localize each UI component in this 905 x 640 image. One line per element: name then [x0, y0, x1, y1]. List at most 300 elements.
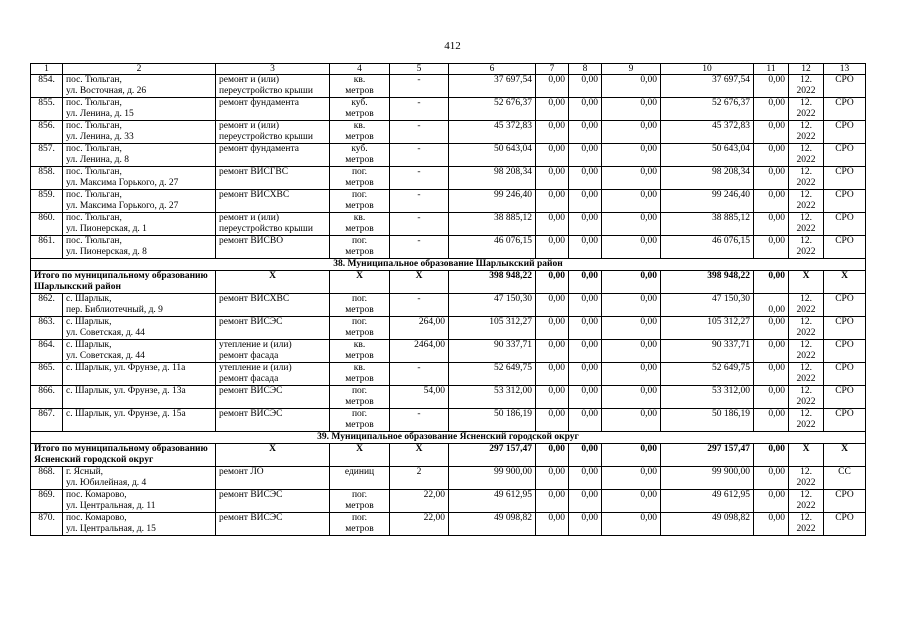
- column-number: 11: [754, 64, 789, 75]
- subtotal-qty: Х: [390, 444, 449, 467]
- work-type-cell: [216, 121, 330, 144]
- unit-cell: [330, 98, 390, 121]
- completion-date-line: 2022: [796, 420, 816, 430]
- fund-col11-cell: 0,00: [754, 167, 789, 190]
- fund-col7-cell: 0,00: [536, 75, 569, 98]
- subtotal-label: Итого по муниципальному образованию Ясненский городской округ: [31, 444, 216, 467]
- completion-date-line: 2022: [796, 201, 816, 211]
- work-type-line: ремонт ВИСЭС: [219, 490, 283, 500]
- quantity-cell: -: [390, 363, 449, 386]
- address-line: пос. Комарово,: [66, 490, 127, 500]
- fund-col10-cell: 50 643,04: [661, 144, 754, 167]
- work-type-cell: [216, 213, 330, 236]
- fund-col7-cell: 0,00: [536, 513, 569, 536]
- completion-date-cell: [789, 340, 824, 363]
- address-line: пос. Тюльган,: [66, 121, 122, 131]
- completion-date-line: 12.: [800, 340, 812, 350]
- unit-line: метров: [345, 351, 374, 361]
- fund-col11-cell: 0,00: [754, 294, 789, 317]
- fund-col7-cell: 0,00: [536, 386, 569, 409]
- fund-col9-cell: 0,00: [602, 236, 661, 259]
- completion-date-cell: [789, 386, 824, 409]
- work-type-line: переустройство крыши: [219, 132, 313, 142]
- quantity-cell: -: [390, 190, 449, 213]
- completion-date-cell: [789, 98, 824, 121]
- address-line: с. Шарлык, ул. Фрунзе, д. 13а: [66, 386, 186, 396]
- unit-line: кв.: [353, 75, 366, 85]
- table-row: [31, 144, 866, 167]
- work-type-line: ремонт ВИСХВС: [219, 294, 290, 304]
- fund-col10-cell: 49 098,82: [661, 513, 754, 536]
- unit-line: метров: [345, 132, 374, 142]
- total-cost-cell: 52 649,75: [449, 363, 536, 386]
- subtotal-work: Х: [216, 444, 330, 467]
- work-type-cell: [216, 167, 330, 190]
- unit-line: пог.: [351, 190, 368, 200]
- unit-line: метров: [345, 397, 374, 407]
- completion-date-line: 2022: [796, 374, 816, 384]
- fund-col9-cell: 0,00: [602, 513, 661, 536]
- completion-date-line: 12.: [800, 490, 812, 500]
- column-number: 2: [63, 64, 216, 75]
- fund-col11-cell: 0,00: [754, 121, 789, 144]
- fund-col7-cell: 0,00: [536, 190, 569, 213]
- total-cost-cell: 50 186,19: [449, 409, 536, 432]
- section-header-row: [31, 432, 866, 444]
- unit-cell: [330, 317, 390, 340]
- row-number: 866.: [31, 386, 63, 409]
- completion-date-cell: [789, 513, 824, 536]
- method-cell: СРО: [824, 190, 866, 213]
- completion-date-line: 2022: [796, 224, 816, 234]
- total-cost-cell: 105 312,27: [449, 317, 536, 340]
- completion-date-line: 2022: [796, 109, 816, 119]
- fund-col7-cell: 0,00: [536, 490, 569, 513]
- address-line: пос. Тюльган,: [66, 144, 122, 154]
- fund-col7-cell: 0,00: [536, 340, 569, 363]
- subtotal-date: Х: [789, 271, 824, 294]
- subtotal-fund-col9: 0,00: [602, 271, 661, 294]
- completion-date-cell: [789, 213, 824, 236]
- subtotal-method: Х: [824, 271, 866, 294]
- fund-col8-cell: 0,00: [569, 294, 602, 317]
- fund-col7-cell: 0,00: [536, 409, 569, 432]
- fund-col10-cell: 49 612,95: [661, 490, 754, 513]
- fund-col8-cell: 0,00: [569, 213, 602, 236]
- address-line: пос. Тюльган,: [66, 98, 122, 108]
- completion-date-cell: [789, 363, 824, 386]
- fund-col10-cell: 105 312,27: [661, 317, 754, 340]
- quantity-cell: -: [390, 409, 449, 432]
- completion-date-cell: [789, 294, 824, 317]
- method-cell: СРО: [824, 317, 866, 340]
- work-type-line: переустройство крыши: [219, 86, 313, 96]
- table-row: [31, 363, 866, 386]
- fund-col9-cell: 0,00: [602, 294, 661, 317]
- unit-cell: [330, 75, 390, 98]
- work-type-cell: [216, 340, 330, 363]
- method-cell: СРО: [824, 213, 866, 236]
- fund-col10-cell: 90 337,71: [661, 340, 754, 363]
- subtotal-label: Итого по муниципальному образованию Шарлыкский район: [31, 271, 216, 294]
- completion-date-cell: [789, 236, 824, 259]
- fund-col7-cell: 0,00: [536, 144, 569, 167]
- address-line: с. Шарлык,: [66, 317, 112, 327]
- completion-date-line: 12.: [800, 144, 812, 154]
- quantity-cell: -: [390, 167, 449, 190]
- work-type-cell: [216, 467, 330, 490]
- work-type-line: ремонт и (или): [219, 75, 280, 85]
- completion-date-line: 2022: [796, 351, 816, 361]
- address-cell: [63, 167, 216, 190]
- fund-col10-cell: 98 208,34: [661, 167, 754, 190]
- subtotal-total-cost: 398 948,22: [449, 271, 536, 294]
- column-number: 1: [31, 64, 63, 75]
- fund-col9-cell: 0,00: [602, 386, 661, 409]
- fund-col11-cell: 0,00: [754, 190, 789, 213]
- address-line: пер. Библиотечный, д. 9: [66, 305, 163, 315]
- fund-col11-cell: 0,00: [754, 490, 789, 513]
- address-cell: [63, 75, 216, 98]
- subtotal-method: Х: [824, 444, 866, 467]
- completion-date-cell: [789, 75, 824, 98]
- address-line: ул. Центральная, д. 15: [66, 524, 156, 534]
- table-row: [31, 98, 866, 121]
- subtotal-fund-col7: 0,00: [536, 271, 569, 294]
- row-number: 870.: [31, 513, 63, 536]
- column-number: 10: [661, 64, 754, 75]
- fund-col9-cell: 0,00: [602, 317, 661, 340]
- fund-col8-cell: 0,00: [569, 363, 602, 386]
- subtotal-total-cost: 297 157,47: [449, 444, 536, 467]
- completion-date-line: 12.: [800, 98, 812, 108]
- work-type-cell: [216, 409, 330, 432]
- address-cell: [63, 144, 216, 167]
- unit-line: кв.: [353, 340, 366, 350]
- total-cost-cell: 49 612,95: [449, 490, 536, 513]
- fund-col9-cell: 0,00: [602, 144, 661, 167]
- completion-date-line: 12.: [800, 190, 812, 200]
- completion-date-line: 12.: [800, 236, 812, 246]
- column-number-row: [31, 64, 866, 75]
- work-type-cell: [216, 98, 330, 121]
- address-line: пос. Тюльган,: [66, 167, 122, 177]
- subtotal-fund-col9: 0,00: [602, 444, 661, 467]
- fund-col10-cell: 52 649,75: [661, 363, 754, 386]
- table-row: [31, 317, 866, 340]
- completion-date-line: 2022: [796, 478, 816, 488]
- unit-line: метров: [345, 420, 374, 430]
- table-row: [31, 409, 866, 432]
- address-cell: [63, 236, 216, 259]
- address-line: ул. Максима Горького, д. 27: [66, 178, 179, 188]
- work-type-line: ремонт ВИСГВС: [219, 167, 289, 177]
- work-type-cell: [216, 513, 330, 536]
- fund-col11-cell: 0,00: [754, 513, 789, 536]
- column-number: 7: [536, 64, 569, 75]
- column-number: 5: [390, 64, 449, 75]
- completion-date-cell: [789, 490, 824, 513]
- address-cell: [63, 98, 216, 121]
- subtotal-fund-col11: 0,00: [754, 444, 789, 467]
- address-cell: [63, 409, 216, 432]
- total-cost-cell: 50 643,04: [449, 144, 536, 167]
- method-cell: СРО: [824, 236, 866, 259]
- quantity-cell: 264,00: [390, 317, 449, 340]
- address-line: ул. Ленина, д. 15: [66, 109, 134, 119]
- unit-cell: [330, 340, 390, 363]
- completion-date-line: 12.: [800, 213, 812, 223]
- completion-date-line: 2022: [796, 155, 816, 165]
- fund-col9-cell: 0,00: [602, 121, 661, 144]
- quantity-cell: 2464,00: [390, 340, 449, 363]
- subtotal-fund-col10: 398 948,22: [661, 271, 754, 294]
- total-cost-cell: 99 246,40: [449, 190, 536, 213]
- unit-line: куб.: [351, 98, 368, 108]
- address-line: пос. Тюльган,: [66, 236, 122, 246]
- fund-col11-cell: 0,00: [754, 409, 789, 432]
- unit-line: метров: [345, 224, 374, 234]
- total-cost-cell: 52 676,37: [449, 98, 536, 121]
- column-number: 9: [602, 64, 661, 75]
- unit-line: метров: [345, 247, 374, 257]
- row-number: 868.: [31, 467, 63, 490]
- unit-line: метров: [345, 86, 374, 96]
- fund-col8-cell: 0,00: [569, 317, 602, 340]
- address-line: ул. Центральная, д. 11: [66, 501, 156, 511]
- row-number: 858.: [31, 167, 63, 190]
- address-line: пос. Тюльган,: [66, 75, 122, 85]
- address-cell: [63, 121, 216, 144]
- total-cost-cell: 99 900,00: [449, 467, 536, 490]
- fund-col9-cell: 0,00: [602, 490, 661, 513]
- total-cost-cell: 49 098,82: [449, 513, 536, 536]
- completion-date-cell: [789, 121, 824, 144]
- work-type-cell: [216, 75, 330, 98]
- work-type-cell: [216, 490, 330, 513]
- fund-col8-cell: 0,00: [569, 490, 602, 513]
- completion-date-line: 12.: [800, 294, 812, 304]
- fund-col10-cell: 53 312,00: [661, 386, 754, 409]
- work-type-line: ремонт фундамента: [219, 144, 299, 154]
- completion-date-line: 2022: [796, 86, 816, 96]
- total-cost-cell: 90 337,71: [449, 340, 536, 363]
- total-cost-cell: 53 312,00: [449, 386, 536, 409]
- fund-col7-cell: 0,00: [536, 213, 569, 236]
- completion-date-line: 12.: [800, 167, 812, 177]
- subtotal-fund-col11: 0,00: [754, 271, 789, 294]
- row-number: 867.: [31, 409, 63, 432]
- table-row: [31, 490, 866, 513]
- fund-col10-cell: 99 900,00: [661, 467, 754, 490]
- fund-col7-cell: 0,00: [536, 363, 569, 386]
- unit-cell: [330, 467, 390, 490]
- fund-col9-cell: 0,00: [602, 190, 661, 213]
- address-cell: [63, 213, 216, 236]
- fund-col10-cell: 50 186,19: [661, 409, 754, 432]
- address-line: ул. Советская, д. 44: [66, 351, 145, 361]
- row-number: 862.: [31, 294, 63, 317]
- unit-cell: [330, 294, 390, 317]
- fund-col8-cell: 0,00: [569, 190, 602, 213]
- fund-col8-cell: 0,00: [569, 121, 602, 144]
- address-cell: [63, 294, 216, 317]
- completion-date-line: 2022: [796, 305, 816, 315]
- unit-line: метров: [345, 201, 374, 211]
- unit-line: пог.: [351, 386, 368, 396]
- completion-date-line: 12.: [800, 513, 812, 523]
- column-number: 4: [330, 64, 390, 75]
- subtotal-fund-col10: 297 157,47: [661, 444, 754, 467]
- work-type-line: ремонт ВИСХВС: [219, 190, 290, 200]
- address-line: ул. Советская, д. 44: [66, 328, 145, 338]
- fund-col7-cell: 0,00: [536, 121, 569, 144]
- fund-col8-cell: 0,00: [569, 98, 602, 121]
- quantity-cell: -: [390, 121, 449, 144]
- subtotal-work: Х: [216, 271, 330, 294]
- fund-col11-cell: 0,00: [754, 386, 789, 409]
- fund-col10-cell: 52 676,37: [661, 98, 754, 121]
- table-row: [31, 167, 866, 190]
- quantity-cell: 2: [390, 467, 449, 490]
- address-cell: [63, 363, 216, 386]
- unit-line: пог.: [351, 409, 368, 419]
- address-line: ул. Ленина, д. 8: [66, 155, 129, 165]
- unit-cell: [330, 513, 390, 536]
- completion-date-line: 2022: [796, 524, 816, 534]
- unit-cell: [330, 490, 390, 513]
- completion-date-cell: [789, 167, 824, 190]
- method-cell: СРО: [824, 294, 866, 317]
- unit-cell: [330, 190, 390, 213]
- method-cell: СРО: [824, 386, 866, 409]
- quantity-cell: 22,00: [390, 513, 449, 536]
- fund-col10-cell: 37 697,54: [661, 75, 754, 98]
- row-number: 856.: [31, 121, 63, 144]
- quantity-cell: -: [390, 236, 449, 259]
- completion-date-line: 12.: [800, 121, 812, 131]
- subtotal-row: [31, 271, 866, 294]
- completion-date-cell: [789, 467, 824, 490]
- unit-line: пог.: [351, 317, 368, 327]
- table-row: [31, 340, 866, 363]
- work-type-cell: [216, 363, 330, 386]
- unit-cell: [330, 236, 390, 259]
- total-cost-cell: 46 076,15: [449, 236, 536, 259]
- completion-date-cell: [789, 409, 824, 432]
- unit-cell: [330, 363, 390, 386]
- table-row: [31, 213, 866, 236]
- quantity-cell: -: [390, 98, 449, 121]
- unit-line: метров: [345, 524, 374, 534]
- work-type-line: ремонт ВИСЭС: [219, 317, 283, 327]
- unit-cell: [330, 409, 390, 432]
- work-type-line: ремонт фасада: [219, 374, 279, 384]
- unit-line: куб.: [351, 144, 368, 154]
- row-number: 863.: [31, 317, 63, 340]
- unit-line: метров: [345, 328, 374, 338]
- method-cell: СРО: [824, 490, 866, 513]
- unit-line: кв.: [353, 363, 366, 373]
- fund-col8-cell: 0,00: [569, 236, 602, 259]
- quantity-cell: -: [390, 294, 449, 317]
- completion-date-cell: [789, 190, 824, 213]
- row-number: 855.: [31, 98, 63, 121]
- address-line: ул. Ленина, д. 33: [66, 132, 134, 142]
- row-number: 854.: [31, 75, 63, 98]
- completion-date-line: 2022: [796, 178, 816, 188]
- fund-col10-cell: 46 076,15: [661, 236, 754, 259]
- address-line: г. Ясный,: [66, 467, 104, 477]
- work-type-cell: [216, 190, 330, 213]
- unit-line: метров: [345, 178, 374, 188]
- fund-col8-cell: 0,00: [569, 386, 602, 409]
- address-cell: [63, 190, 216, 213]
- work-type-cell: [216, 144, 330, 167]
- fund-col11-cell: 0,00: [754, 363, 789, 386]
- address-cell: [63, 340, 216, 363]
- method-cell: СРО: [824, 340, 866, 363]
- unit-cell: [330, 167, 390, 190]
- fund-col10-cell: 99 246,40: [661, 190, 754, 213]
- unit-line: метров: [345, 374, 374, 384]
- completion-date-line: 12.: [800, 467, 812, 477]
- method-cell: СРО: [824, 167, 866, 190]
- address-line: с. Шарлык,: [66, 294, 112, 304]
- method-cell: СРО: [824, 513, 866, 536]
- address-line: с. Шарлык,: [66, 340, 112, 350]
- completion-date-line: 2022: [796, 132, 816, 142]
- work-type-cell: [216, 386, 330, 409]
- work-type-line: ремонт и (или): [219, 213, 280, 223]
- fund-col11-cell: 0,00: [754, 144, 789, 167]
- fund-col8-cell: 0,00: [569, 340, 602, 363]
- address-line: ул. Восточная, д. 26: [66, 86, 147, 96]
- subtotal-fund-col8: 0,00: [569, 444, 602, 467]
- fund-col9-cell: 0,00: [602, 75, 661, 98]
- work-type-cell: [216, 236, 330, 259]
- unit-line: единиц: [344, 467, 375, 477]
- fund-col11-cell: 0,00: [754, 213, 789, 236]
- total-cost-cell: 47 150,30: [449, 294, 536, 317]
- row-number: 869.: [31, 490, 63, 513]
- total-cost-cell: 98 208,34: [449, 167, 536, 190]
- unit-line: метров: [345, 501, 374, 511]
- unit-line: пог.: [351, 236, 368, 246]
- fund-col11-cell: 0,00: [754, 340, 789, 363]
- table-row: [31, 513, 866, 536]
- address-cell: [63, 467, 216, 490]
- address-line: пос. Тюльган,: [66, 213, 122, 223]
- address-line: ул. Максима Горького, д. 27: [66, 201, 179, 211]
- completion-date-cell: [789, 317, 824, 340]
- fund-col9-cell: 0,00: [602, 467, 661, 490]
- row-number: 861.: [31, 236, 63, 259]
- quantity-cell: -: [390, 144, 449, 167]
- column-number: 13: [824, 64, 866, 75]
- completion-date-line: 2022: [796, 247, 816, 257]
- table-row: [31, 467, 866, 490]
- unit-line: пог.: [351, 513, 368, 523]
- row-number: 860.: [31, 213, 63, 236]
- capital-repair-table: [30, 63, 866, 536]
- page-number: 412: [444, 40, 461, 52]
- work-type-line: утепление и (или): [219, 363, 292, 373]
- row-number: 859.: [31, 190, 63, 213]
- row-number: 865.: [31, 363, 63, 386]
- fund-col11-cell: 0,00: [754, 98, 789, 121]
- unit-line: пог.: [351, 294, 368, 304]
